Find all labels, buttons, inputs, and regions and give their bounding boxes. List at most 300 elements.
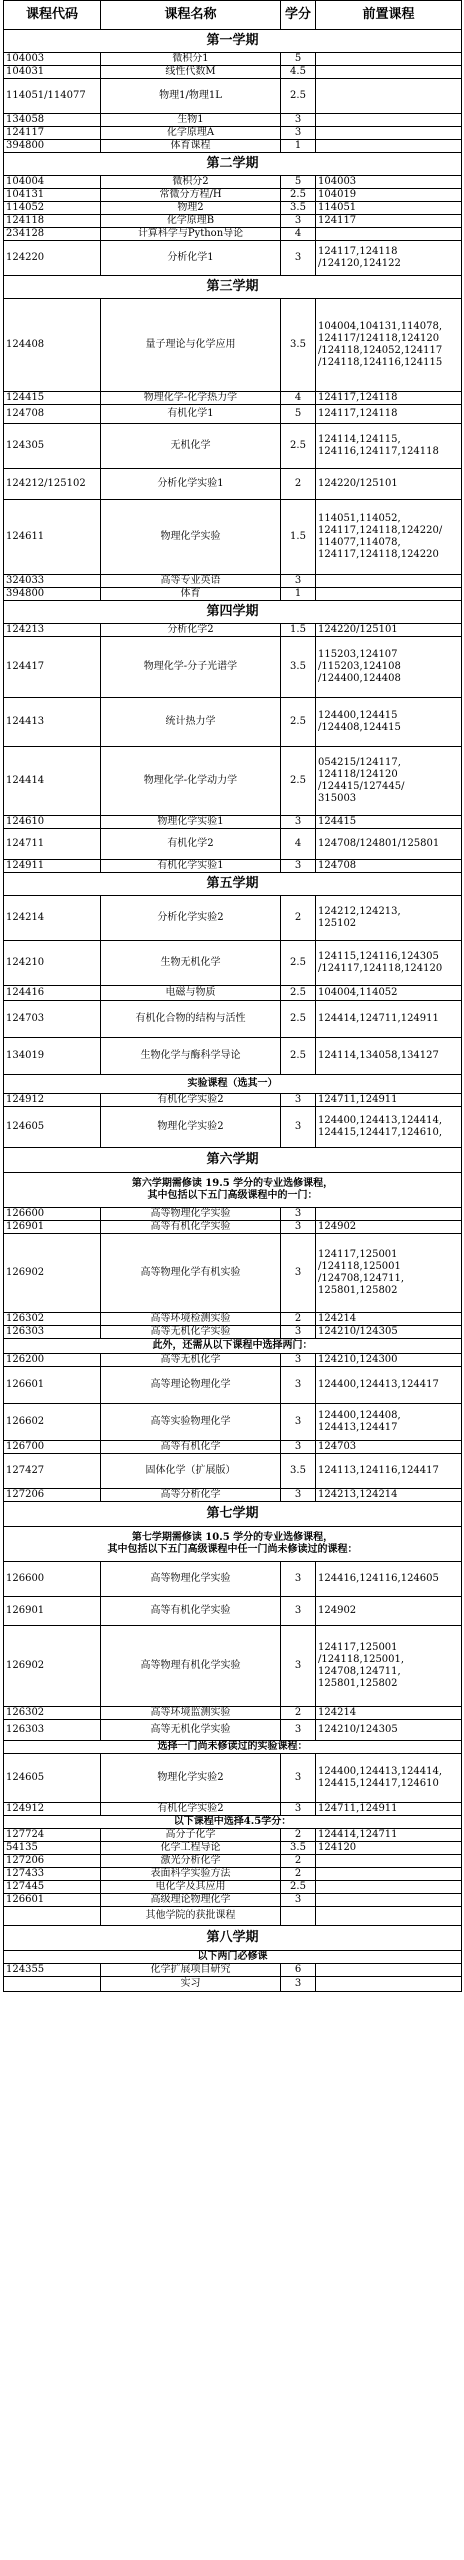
course-code: 124708 xyxy=(4,405,101,424)
course-credits: 3 xyxy=(281,1489,316,1502)
course-row xyxy=(4,405,462,424)
course-code: 126700 xyxy=(4,1441,101,1454)
course-name: 激光分析化学 xyxy=(101,1855,281,1868)
course-prerequisites: 124117,124118 xyxy=(316,392,462,405)
course-prerequisites xyxy=(316,1964,462,1977)
semester-heading: 第一学期 xyxy=(4,30,462,53)
course-row xyxy=(4,241,462,276)
course-row xyxy=(4,1001,462,1038)
course-row xyxy=(4,1964,462,1977)
course-credits: 3 xyxy=(281,1894,316,1907)
course-row xyxy=(4,1626,462,1707)
course-name: 有机化合物的结构与活性 xyxy=(101,1001,281,1038)
course-prerequisites xyxy=(316,114,462,127)
course-prerequisites: 124114,134058,134127 xyxy=(316,1038,462,1075)
course-name: 分析化学1 xyxy=(101,241,281,276)
course-prerequisites: 124711,124911 xyxy=(316,1803,462,1816)
course-prerequisites: 124708/124801/125801 xyxy=(316,829,462,860)
semester-heading: 第二学期 xyxy=(4,153,462,176)
course-prerequisites xyxy=(316,1907,462,1926)
course-credits: 1.5 xyxy=(281,500,316,575)
course-name: 物理化学实验1 xyxy=(101,816,281,829)
course-prerequisites xyxy=(316,1868,462,1881)
course-credits: 3 xyxy=(281,1803,316,1816)
course-code: 126303 xyxy=(4,1720,101,1741)
course-name: 有机化学实验1 xyxy=(101,860,281,873)
course-code: 127206 xyxy=(4,1489,101,1502)
course-prerequisites: 124117,125001 /124118,125001 /124708,124711, 125801,125802 xyxy=(316,1234,462,1313)
course-credits: 2 xyxy=(281,1855,316,1868)
course-prerequisites: 124400,124413,124414, 124415,124417,124610 xyxy=(316,1754,462,1803)
course-credits: 2 xyxy=(281,1313,316,1326)
course-credits: 1 xyxy=(281,588,316,601)
course-code: 134058 xyxy=(4,114,101,127)
course-code: 394800 xyxy=(4,588,101,601)
course-row xyxy=(4,79,462,114)
section-note-row xyxy=(4,1339,462,1354)
course-credits: 3 xyxy=(281,860,316,873)
course-code: 124117 xyxy=(4,127,101,140)
course-row xyxy=(4,1454,462,1489)
semester-heading-row xyxy=(4,30,462,53)
course-name: 微积分1 xyxy=(101,53,281,66)
course-credits: 2.5 xyxy=(281,698,316,747)
course-name: 统计热力学 xyxy=(101,698,281,747)
course-row xyxy=(4,698,462,747)
course-credits: 2.5 xyxy=(281,941,316,986)
header-credits: 学分 xyxy=(281,1,316,30)
course-name: 体育 xyxy=(101,588,281,601)
course-prerequisites: 104019 xyxy=(316,189,462,202)
course-credits: 3 xyxy=(281,1354,316,1367)
course-credits: 3 xyxy=(281,575,316,588)
course-row xyxy=(4,1354,462,1367)
course-credits: 3 xyxy=(281,127,316,140)
course-code: 126602 xyxy=(4,1404,101,1441)
course-name: 高等理论物理化学 xyxy=(101,1367,281,1404)
course-prerequisites: 124212,124213, 125102 xyxy=(316,896,462,941)
course-name: 无机化学 xyxy=(101,424,281,469)
course-credits: 3 xyxy=(281,1720,316,1741)
course-name: 高等有机化学实验 xyxy=(101,1221,281,1234)
course-credits: 3 xyxy=(281,1107,316,1148)
course-credits: 5 xyxy=(281,176,316,189)
course-row xyxy=(4,1234,462,1313)
course-prerequisites: 124213,124214 xyxy=(316,1489,462,1502)
course-row xyxy=(4,1868,462,1881)
course-credits: 4 xyxy=(281,392,316,405)
course-credits: 1.5 xyxy=(281,624,316,637)
course-prerequisites: 124400,124413,124417 xyxy=(316,1367,462,1404)
course-code: 104004 xyxy=(4,176,101,189)
course-prerequisites: 054215/124117, 124118/124120 /124415/127445/ 315003 xyxy=(316,747,462,816)
semester-heading: 第六学期 xyxy=(4,1148,462,1173)
course-row xyxy=(4,1597,462,1626)
course-prerequisites: 115203,124107 /115203,124108 /124400,124408 xyxy=(316,637,462,698)
course-credits: 3 xyxy=(281,1234,316,1313)
course-row xyxy=(4,860,462,873)
header-row xyxy=(4,1,462,30)
course-credits: 2.5 xyxy=(281,189,316,202)
header-prerequisites: 前置课程 xyxy=(316,1,462,30)
course-prerequisites: 124115,124116,124305 /124117,124118,124120 xyxy=(316,941,462,986)
course-credits: 2.5 xyxy=(281,747,316,816)
course-name: 高等物理化学实验 xyxy=(101,1562,281,1597)
course-credits: 3.5 xyxy=(281,202,316,215)
course-prerequisites: 124711,124911 xyxy=(316,1094,462,1107)
course-name: 生物化学与酶科学导论 xyxy=(101,1038,281,1075)
course-credits: 3 xyxy=(281,1977,316,1992)
course-prerequisites: 124414,124711,124911 xyxy=(316,1001,462,1038)
course-name: 物理2 xyxy=(101,202,281,215)
course-prerequisites xyxy=(316,228,462,241)
course-credits: 4 xyxy=(281,829,316,860)
course-prerequisites: 124210/124305 xyxy=(316,1720,462,1741)
course-name: 高等有机化学实验 xyxy=(101,1597,281,1626)
course-prerequisites: 124210,124300 xyxy=(316,1354,462,1367)
course-name: 高等环境监测实验 xyxy=(101,1707,281,1720)
course-code: 126600 xyxy=(4,1562,101,1597)
course-prerequisites: 124214 xyxy=(316,1707,462,1720)
course-row xyxy=(4,1907,462,1926)
course-prerequisites: 124416,124116,124605 xyxy=(316,1562,462,1597)
course-prerequisites xyxy=(316,588,462,601)
course-prerequisites: 124117,125001 /124118,125001, 124708,124711, 125801,125802 xyxy=(316,1626,462,1707)
course-name: 电磁与物质 xyxy=(101,986,281,1001)
course-code: 126302 xyxy=(4,1313,101,1326)
course-code: 124703 xyxy=(4,1001,101,1038)
course-code: 134019 xyxy=(4,1038,101,1075)
course-name: 线性代数M xyxy=(101,66,281,79)
course-prerequisites: 124120 xyxy=(316,1842,462,1855)
course-credits: 3 xyxy=(281,1326,316,1339)
course-code: 127445 xyxy=(4,1881,101,1894)
course-credits: 3.5 xyxy=(281,1454,316,1489)
course-prerequisites: 124415 xyxy=(316,816,462,829)
course-code: 124416 xyxy=(4,986,101,1001)
section-note-row xyxy=(4,1741,462,1754)
course-name: 有机化学实验2 xyxy=(101,1803,281,1816)
course-prerequisites xyxy=(316,66,462,79)
section-note: 以下课程中选择4.5学分： xyxy=(4,1816,462,1829)
course-row xyxy=(4,176,462,189)
course-row xyxy=(4,424,462,469)
course-prerequisites: 124400,124408, 124413,124417 xyxy=(316,1404,462,1441)
course-code: 124415 xyxy=(4,392,101,405)
course-row xyxy=(4,1855,462,1868)
course-credits: 3 xyxy=(281,114,316,127)
course-credits: 3 xyxy=(281,241,316,276)
course-code: 124605 xyxy=(4,1107,101,1148)
course-row xyxy=(4,299,462,392)
course-row xyxy=(4,1441,462,1454)
course-name: 有机化学1 xyxy=(101,405,281,424)
course-name: 固体化学（扩展版） xyxy=(101,1454,281,1489)
course-name: 常微分方程/H xyxy=(101,189,281,202)
course-row xyxy=(4,1754,462,1803)
course-row xyxy=(4,637,462,698)
course-name: 化学原理B xyxy=(101,215,281,228)
course-code: 104131 xyxy=(4,189,101,202)
course-row xyxy=(4,1881,462,1894)
course-row xyxy=(4,1842,462,1855)
course-row xyxy=(4,53,462,66)
course-row xyxy=(4,228,462,241)
course-credits: 2.5 xyxy=(281,1038,316,1075)
course-code: 124408 xyxy=(4,299,101,392)
course-prerequisites: 114051,114052, 124117,124118,124220/ 114077,114078, 124117,124118,124220 xyxy=(316,500,462,575)
course-row xyxy=(4,1977,462,1992)
semester-heading-row xyxy=(4,1502,462,1527)
course-code: 124210 xyxy=(4,941,101,986)
section-note-row xyxy=(4,1816,462,1829)
course-credits: 3.5 xyxy=(281,1842,316,1855)
course-name: 高等实验物理化学 xyxy=(101,1404,281,1441)
header-course-name: 课程名称 xyxy=(101,1,281,30)
course-credits: 3 xyxy=(281,215,316,228)
course-name: 化学扩展项目研究 xyxy=(101,1964,281,1977)
course-code: 54135 xyxy=(4,1842,101,1855)
course-code: 394800 xyxy=(4,140,101,153)
course-code: 104031 xyxy=(4,66,101,79)
section-note: 以下两门必修课 xyxy=(4,1951,462,1964)
course-prerequisites xyxy=(316,1208,462,1221)
course-row xyxy=(4,500,462,575)
course-name: 生物1 xyxy=(101,114,281,127)
course-code: 124414 xyxy=(4,747,101,816)
course-prerequisites: 104003 xyxy=(316,176,462,189)
course-credits: 3 xyxy=(281,816,316,829)
course-row xyxy=(4,816,462,829)
course-prerequisites xyxy=(316,1977,462,1992)
course-plan-document xyxy=(3,0,461,1992)
course-name: 高等分析化学 xyxy=(101,1489,281,1502)
course-row xyxy=(4,189,462,202)
course-credits: 2 xyxy=(281,1868,316,1881)
course-name: 物理化学实验2 xyxy=(101,1107,281,1148)
course-code: 126302 xyxy=(4,1707,101,1720)
course-code: 124355 xyxy=(4,1964,101,1977)
course-credits xyxy=(281,1907,316,1926)
course-prerequisites: 124114,124115, 124116,124117,124118 xyxy=(316,424,462,469)
course-prerequisites: 124902 xyxy=(316,1597,462,1626)
course-name: 微积分2 xyxy=(101,176,281,189)
course-credits: 2.5 xyxy=(281,1881,316,1894)
course-credits: 4 xyxy=(281,228,316,241)
course-row xyxy=(4,1894,462,1907)
course-name: 物理化学-分子光谱学 xyxy=(101,637,281,698)
course-code: 126600 xyxy=(4,1208,101,1221)
course-name: 物理化学-化学动力学 xyxy=(101,747,281,816)
course-name: 高等有机化学 xyxy=(101,1441,281,1454)
course-code: 124213 xyxy=(4,624,101,637)
course-prerequisites xyxy=(316,53,462,66)
course-row xyxy=(4,1208,462,1221)
course-credits: 2 xyxy=(281,1707,316,1720)
course-code: 124911 xyxy=(4,860,101,873)
course-code: 124220 xyxy=(4,241,101,276)
course-code: 124611 xyxy=(4,500,101,575)
course-prerequisites: 124117 xyxy=(316,215,462,228)
course-code: 114051/114077 xyxy=(4,79,101,114)
semester-heading: 第八学期 xyxy=(4,1926,462,1951)
course-credits: 3 xyxy=(281,1367,316,1404)
course-code: 126901 xyxy=(4,1221,101,1234)
course-row xyxy=(4,941,462,986)
course-name: 表面科学实验方法 xyxy=(101,1868,281,1881)
course-credits: 3 xyxy=(281,1221,316,1234)
course-code: 124118 xyxy=(4,215,101,228)
course-name: 化学原理A xyxy=(101,127,281,140)
course-prerequisites xyxy=(316,575,462,588)
course-name: 高等无机化学实验 xyxy=(101,1720,281,1741)
course-prerequisites xyxy=(316,1855,462,1868)
course-table xyxy=(3,0,462,1992)
course-prerequisites: 104004,104131,114078, 124117/124118,124120 /124118,124052,124117 /124118,124116,124115 xyxy=(316,299,462,392)
course-row xyxy=(4,469,462,500)
course-credits: 2.5 xyxy=(281,986,316,1001)
course-row xyxy=(4,1094,462,1107)
course-prerequisites: 114051 xyxy=(316,202,462,215)
course-prerequisites: 124414,124711 xyxy=(316,1829,462,1842)
course-code: 127433 xyxy=(4,1868,101,1881)
header-course-code: 课程代码 xyxy=(4,1,101,30)
course-code: 124912 xyxy=(4,1803,101,1816)
course-row xyxy=(4,1313,462,1326)
course-row xyxy=(4,1038,462,1075)
section-note: 实验课程（选其一） xyxy=(4,1075,462,1094)
course-table-body xyxy=(4,30,462,1992)
course-name: 高分子化学 xyxy=(101,1829,281,1842)
semester-heading-row xyxy=(4,601,462,624)
course-name: 高等物理有机化学实验 xyxy=(101,1626,281,1707)
course-row xyxy=(4,1107,462,1148)
course-prerequisites: 124400,124415 /124408,124415 xyxy=(316,698,462,747)
course-code: 127427 xyxy=(4,1454,101,1489)
course-name: 高等专业英语 xyxy=(101,575,281,588)
course-prerequisites: 124117,124118 xyxy=(316,405,462,424)
semester-heading-row xyxy=(4,873,462,896)
course-code: 124413 xyxy=(4,698,101,747)
course-code: 127206 xyxy=(4,1855,101,1868)
semester-heading: 第三学期 xyxy=(4,276,462,299)
course-prerequisites xyxy=(316,140,462,153)
course-name: 量子理论与化学应用 xyxy=(101,299,281,392)
course-code: 127724 xyxy=(4,1829,101,1842)
course-code: 126601 xyxy=(4,1367,101,1404)
course-code: 234128 xyxy=(4,228,101,241)
course-name: 高等环境检测实验 xyxy=(101,1313,281,1326)
course-code: 124305 xyxy=(4,424,101,469)
course-row xyxy=(4,392,462,405)
course-credits: 2 xyxy=(281,469,316,500)
course-credits: 2 xyxy=(281,1829,316,1842)
course-credits: 3 xyxy=(281,1754,316,1803)
course-credits: 6 xyxy=(281,1964,316,1977)
course-code: 104003 xyxy=(4,53,101,66)
course-prerequisites xyxy=(316,1894,462,1907)
course-code: 126200 xyxy=(4,1354,101,1367)
semester-heading-row xyxy=(4,1148,462,1173)
section-note-row xyxy=(4,1075,462,1094)
course-prerequisites: 124220/125101 xyxy=(316,469,462,500)
course-code: 324033 xyxy=(4,575,101,588)
course-row xyxy=(4,1720,462,1741)
course-name: 化学工程导论 xyxy=(101,1842,281,1855)
course-credits: 3 xyxy=(281,1562,316,1597)
course-credits: 3 xyxy=(281,1208,316,1221)
course-row xyxy=(4,896,462,941)
course-credits: 1 xyxy=(281,140,316,153)
section-note-row xyxy=(4,1173,462,1208)
course-code: 126902 xyxy=(4,1626,101,1707)
course-row xyxy=(4,1404,462,1441)
course-row xyxy=(4,747,462,816)
course-code: 124912 xyxy=(4,1094,101,1107)
course-code xyxy=(4,1907,101,1926)
course-code: 126902 xyxy=(4,1234,101,1313)
course-prerequisites xyxy=(316,127,462,140)
course-row xyxy=(4,1221,462,1234)
course-code xyxy=(4,1977,101,1992)
course-code: 124214 xyxy=(4,896,101,941)
semester-heading: 第五学期 xyxy=(4,873,462,896)
course-prerequisites: 104004,114052 xyxy=(316,986,462,1001)
course-code: 126601 xyxy=(4,1894,101,1907)
course-code: 126901 xyxy=(4,1597,101,1626)
course-name: 分析化学实验2 xyxy=(101,896,281,941)
course-credits: 3 xyxy=(281,1597,316,1626)
course-row xyxy=(4,1562,462,1597)
course-credits: 5 xyxy=(281,405,316,424)
course-name: 电化学及其应用 xyxy=(101,1881,281,1894)
course-name: 物理化学实验 xyxy=(101,500,281,575)
course-credits: 2.5 xyxy=(281,1001,316,1038)
course-row xyxy=(4,202,462,215)
course-row xyxy=(4,1803,462,1816)
section-note: 第六学期需修读 19.5 学分的专业选修课程， 其中包括以下五门高级课程中的一门： xyxy=(4,1173,462,1208)
course-row xyxy=(4,588,462,601)
course-name: 物理化学实验2 xyxy=(101,1754,281,1803)
course-row xyxy=(4,1489,462,1502)
course-code: 114052 xyxy=(4,202,101,215)
semester-heading-row xyxy=(4,153,462,176)
course-row xyxy=(4,66,462,79)
course-prerequisites: 124703 xyxy=(316,1441,462,1454)
course-name: 高等无机化学实验 xyxy=(101,1326,281,1339)
course-code: 124605 xyxy=(4,1754,101,1803)
course-credits: 3 xyxy=(281,1404,316,1441)
course-credits: 2 xyxy=(281,896,316,941)
course-row xyxy=(4,575,462,588)
course-name: 物理化学-化学热力学 xyxy=(101,392,281,405)
course-name: 实习 xyxy=(101,1977,281,1992)
section-note: 第七学期需修读 10.5 学分的专业选修课程， 其中包括以下五门高级课程中任一门尚未修读过的课程： xyxy=(4,1527,462,1562)
semester-heading: 第四学期 xyxy=(4,601,462,624)
course-name: 物理1/物理1L xyxy=(101,79,281,114)
course-prerequisites xyxy=(316,79,462,114)
course-prerequisites: 124902 xyxy=(316,1221,462,1234)
course-row xyxy=(4,127,462,140)
semester-heading-row xyxy=(4,1926,462,1951)
course-prerequisites: 124708 xyxy=(316,860,462,873)
course-name: 有机化学2 xyxy=(101,829,281,860)
course-credits: 2.5 xyxy=(281,424,316,469)
course-prerequisites: 124214 xyxy=(316,1313,462,1326)
section-note-row xyxy=(4,1951,462,1964)
course-code: 124212/125102 xyxy=(4,469,101,500)
section-note-row xyxy=(4,1527,462,1562)
